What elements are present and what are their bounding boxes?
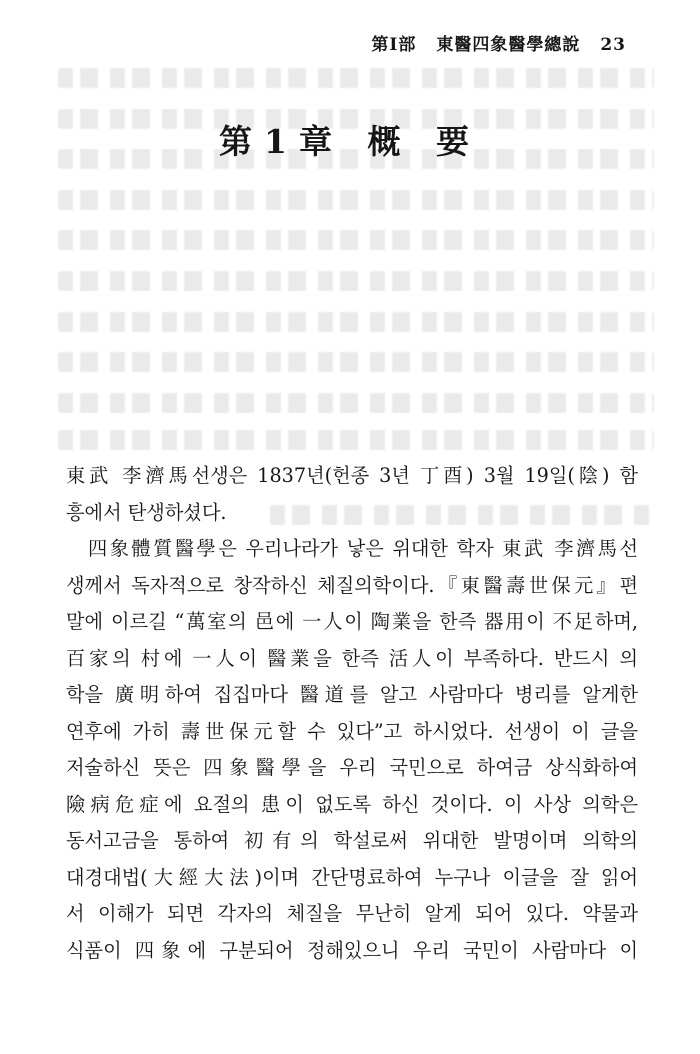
bleed-through-row xyxy=(58,230,654,250)
chapter-title: 第1章 概 要 xyxy=(219,122,481,161)
bleed-through-row xyxy=(58,271,654,291)
text-line: 險病危症에 요절의 患이 없도록 하신 것이다. 이 사상 의학은 xyxy=(66,792,638,816)
text-line: 말에 이르길 “萬室의 邑에 一人이 陶業을 한즉 器用이 不足하며, xyxy=(66,610,638,633)
bleed-through-row xyxy=(58,430,654,450)
text-line: 百家의 村에 一人이 醫業을 한즉 活人이 부족하다. 반드시 의 xyxy=(66,646,638,670)
running-header xyxy=(371,30,626,55)
bleed-through-row xyxy=(58,312,654,332)
header-section-title: 東醫四象醫學總說 xyxy=(436,35,581,55)
bleed-through-row xyxy=(58,352,654,372)
body-text xyxy=(66,458,638,969)
text-line: 저술하신 뜻은 四象醫學을 우리 국민으로 하여금 상식화하여 xyxy=(66,756,638,779)
text-line: 서 이해가 되면 각자의 체질을 무난히 알게 되어 있다. 약물과 xyxy=(66,902,638,925)
text-line: 연후에 가히 壽世保元할 수 있다”고 하시었다. 선생이 이 글을 xyxy=(66,719,638,743)
text-line: 식품이 四象에 구분되어 정해있으니 우리 국민이 사람마다 이 xyxy=(66,938,638,962)
text-line: 대경대법(大經大法)이며 간단명료하여 누구나 이글을 잘 읽어 xyxy=(66,865,638,889)
page-number: 23 xyxy=(600,35,626,55)
bleed-through-row xyxy=(58,190,654,210)
text-line: 흥에서 탄생하셨다. xyxy=(66,500,227,524)
text-line: 四象體質醫學은 우리나라가 낳은 위대한 학자 東武 李濟馬선 xyxy=(88,537,638,560)
text-line: 東武 李濟馬선생은 1837년(헌종 3년 丁酉) 3월 19일(陰) 함 xyxy=(66,464,638,487)
header-part: 第Ⅰ部 xyxy=(371,35,417,55)
bleed-through-row xyxy=(58,393,654,413)
text-line: 학을 廣明하여 집집마다 醫道를 알고 사람마다 병리를 알게한 xyxy=(66,683,638,706)
text-line: 생께서 독자적으로 창작하신 체질의학이다.『東醫壽世保元』편 xyxy=(66,573,638,597)
text-line: 동서고금을 통하여 初有의 학설로써 위대한 발명이며 의학의 xyxy=(66,829,638,852)
bleed-through-row xyxy=(58,68,654,88)
